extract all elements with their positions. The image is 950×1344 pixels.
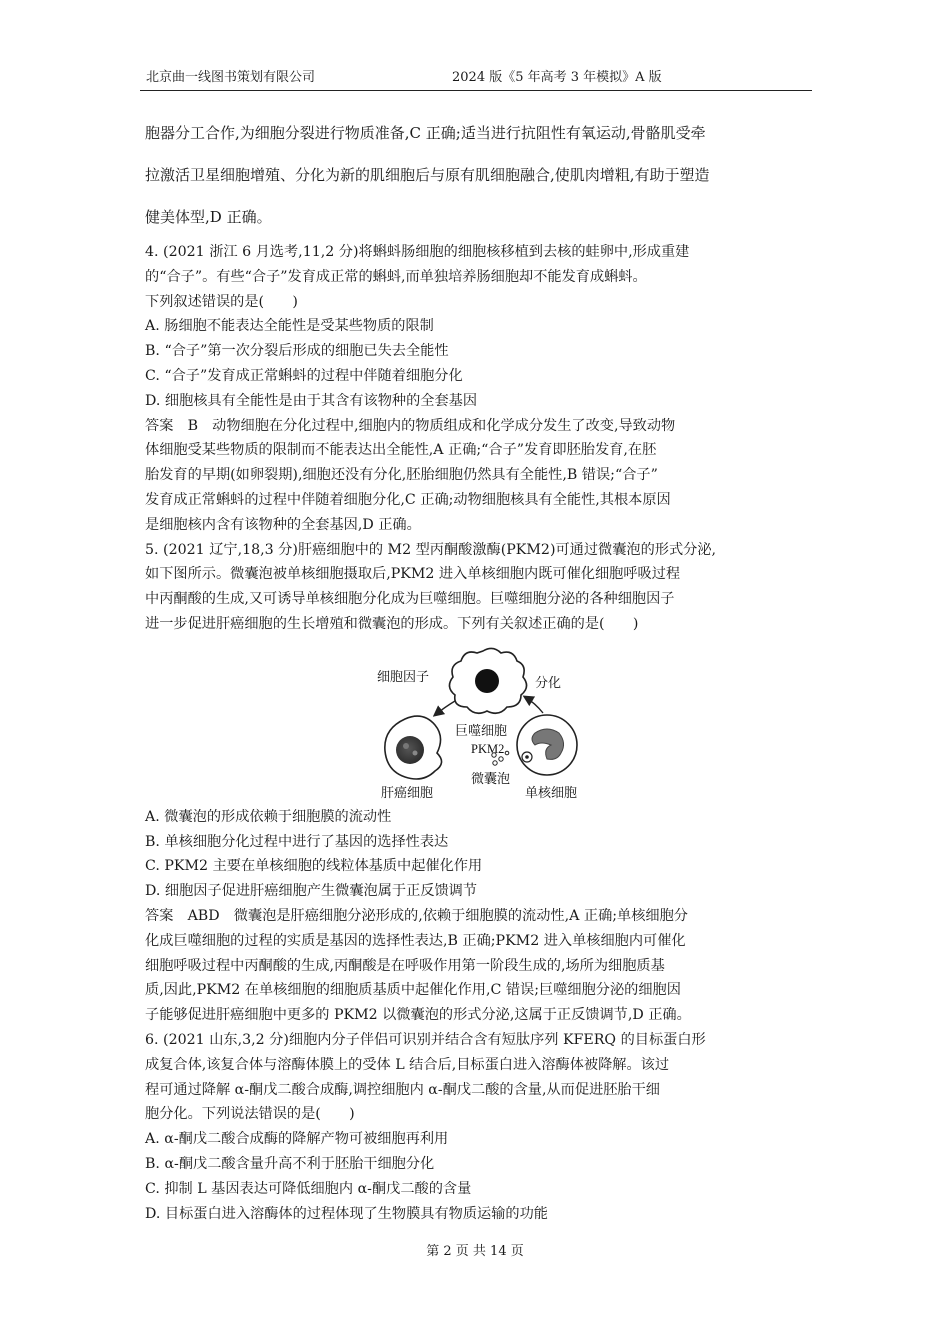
label-macrophage: 巨噬细胞 bbox=[455, 722, 508, 738]
label-cytokine: 细胞因子 bbox=[377, 668, 430, 684]
option-c: C. PKM2 主要在单核细胞的线粒体基质中起催化作用 bbox=[145, 858, 483, 875]
option-b: B. “合子”第一次分裂后形成的细胞已失去全能性 bbox=[145, 343, 449, 360]
intro-line: 胞器分工合作,为细胞分裂进行物质准备,C 正确;适当进行抗阻性有氧运动,骨骼肌受牵 bbox=[145, 124, 706, 142]
question-stem-line: 下列叙述错误的是( ) bbox=[145, 293, 298, 310]
question-stem-line: 4. (2021 浙江 6 月选考,11,2 分)将蝌蚪肠细胞的细胞核移植到去核的蛙卵中,形成重建 bbox=[145, 244, 690, 260]
liver-cancer-nucleus-texture bbox=[413, 750, 418, 755]
differentiation-arrow bbox=[525, 697, 543, 713]
intro-line: 健美体型,D 正确。 bbox=[145, 208, 272, 226]
page-header bbox=[140, 64, 812, 91]
macrophage-nucleus bbox=[475, 669, 499, 693]
option-d: D. 细胞因子促进肝癌细胞产生微囊泡属于正反馈调节 bbox=[145, 883, 478, 900]
engulfed-vesicle-core bbox=[525, 755, 529, 759]
answer-line: 是细胞核内含有该物种的全套基因,D 正确。 bbox=[145, 516, 421, 533]
label-microvesicle: 微囊泡 bbox=[471, 770, 511, 786]
question-stem-line: 6. (2021 山东,3,2 分)细胞内分子伴侣可识别并结合含有短肽序列 KFERQ 的目标蛋白形 bbox=[145, 1031, 706, 1048]
option-b: B. α-酮戊二酸含量升高不利于胚胎干细胞分化 bbox=[145, 1155, 435, 1172]
cell-diagram bbox=[145, 637, 815, 805]
answer-line: 质,因此,PKM2 在单核细胞的细胞质基质中起催化作用,C 错误;巨噬细胞分泌的细胞因 bbox=[145, 982, 681, 999]
question-stem-line: 的“合子”。有些“合子”发育成正常的蝌蚪,而单独培养肠细胞却不能发育成蝌蚪。 bbox=[145, 268, 647, 285]
answer-line: 发育成正常蝌蚪的过程中伴随着细胞分化,C 正确;动物细胞核具有全能性,其根本原因 bbox=[145, 491, 671, 508]
option-d: D. 细胞核具有全能性是由于其含有该物种的全套基因 bbox=[145, 392, 478, 409]
option-a: A. α-酮戊二酸合成酶的降解产物可被细胞再利用 bbox=[145, 1131, 449, 1148]
question-stem-line: 程可通过降解 α-酮戊二酸合成酶,调控细胞内 α-酮戊二酸的含量,从而促进胚胎干细 bbox=[145, 1081, 660, 1098]
label-differentiation: 分化 bbox=[535, 674, 562, 690]
answer-line: 化成巨噬细胞的过程的实质是基因的选择性表达,B 正确;PKM2 进入单核细胞内可催化 bbox=[145, 932, 686, 949]
answer-line: 答案 ABD 微囊泡是肝癌细胞分泌形成的,依赖于细胞膜的流动性,A 正确;单核细胞分 bbox=[145, 907, 688, 924]
question-stem-line: 如下图所示。微囊泡被单核细胞摄取后,PKM2 进入单核细胞内既可催化细胞呼吸过程 bbox=[145, 566, 681, 583]
answer-line: 体细胞受某些物质的限制而不能表达出全能性,A 正确;“合子”发育即胚胎发育,在胚 bbox=[145, 442, 657, 459]
label-pkm2: PKM2 bbox=[471, 741, 505, 756]
cell-diagram-svg bbox=[375, 641, 595, 803]
question-stem-line: 中丙酮酸的生成,又可诱导单核细胞分化成为巨噬细胞。巨噬细胞分泌的各种细胞因子 bbox=[145, 591, 675, 608]
question-6 bbox=[145, 1028, 815, 1226]
liver-cancer-nucleus bbox=[396, 736, 424, 764]
liver-cancer-nucleus-texture bbox=[403, 743, 409, 749]
microvesicle bbox=[505, 751, 509, 755]
option-a: A. 肠细胞不能表达全能性是受某些物质的限制 bbox=[145, 318, 434, 335]
answer-line: 胎发育的早期(如卵裂期),细胞还没有分化,胚胎细胞仍然具有全能性,B 错误;“合子” bbox=[145, 467, 658, 484]
answer-line: 细胞呼吸过程中丙酮酸的生成,丙酮酸是在呼吸作用第一阶段生成的,场所为细胞质基 bbox=[145, 957, 665, 974]
cytokine-arrow bbox=[435, 701, 455, 715]
publisher-name: 北京曲一线图书策划有限公司 bbox=[146, 70, 316, 85]
book-title: 2024 版《5 年高考 3 年模拟》A 版 bbox=[452, 70, 662, 85]
microvesicle bbox=[493, 761, 497, 765]
page-number: 第 2 页 共 14 页 bbox=[426, 1244, 524, 1259]
microvesicle bbox=[499, 757, 503, 761]
option-c: C. “合子”发育成正常蝌蚪的过程中伴随着细胞分化 bbox=[145, 367, 463, 384]
intro-paragraph bbox=[145, 122, 815, 248]
questions bbox=[145, 240, 815, 1226]
monocyte-cell bbox=[517, 715, 577, 775]
option-a: A. 微囊泡的形成依赖于细胞膜的流动性 bbox=[145, 808, 392, 825]
intro-line: 拉激活卫星细胞增殖、分化为新的肌细胞后与原有肌细胞融合,使肌肉增粗,有助于塑造 bbox=[145, 166, 710, 184]
question-stem-line: 进一步促进肝癌细胞的生长增殖和微囊泡的形成。下列有关叙述正确的是( ) bbox=[145, 615, 639, 632]
label-liver-cancer-cell: 肝癌细胞 bbox=[381, 784, 434, 800]
option-d: D. 目标蛋白进入溶酶体的过程体现了生物膜具有物质运输的功能 bbox=[145, 1205, 548, 1222]
answer-line: 子能够促进肝癌细胞中更多的 PKM2 以微囊泡的形式分泌,这属于正反馈调节,D 正确。 bbox=[145, 1007, 691, 1024]
question-stem-line: 胞分化。下列说法错误的是( ) bbox=[145, 1106, 355, 1123]
option-b: B. 单核细胞分化过程中进行了基因的选择性表达 bbox=[145, 833, 449, 850]
question-stem-line: 5. (2021 辽宁,18,3 分)肝癌细胞中的 M2 型丙酮酸激酶(PKM2)可通过微囊泡的形式分泌, bbox=[145, 541, 717, 558]
answer-line: 答案 B 动物细胞在分化过程中,细胞内的物质组成和化学成分发生了改变,导致动物 bbox=[145, 417, 676, 434]
question-5 bbox=[145, 538, 815, 1028]
question-4 bbox=[145, 240, 815, 538]
option-c: C. 抑制 L 基因表达可降低细胞内 α-酮戊二酸的含量 bbox=[145, 1180, 472, 1197]
question-stem-line: 成复合体,该复合体与溶酶体膜上的受体 L 结合后,目标蛋白进入溶酶体被降解。该过 bbox=[145, 1056, 670, 1073]
label-monocyte: 单核细胞 bbox=[525, 784, 578, 800]
